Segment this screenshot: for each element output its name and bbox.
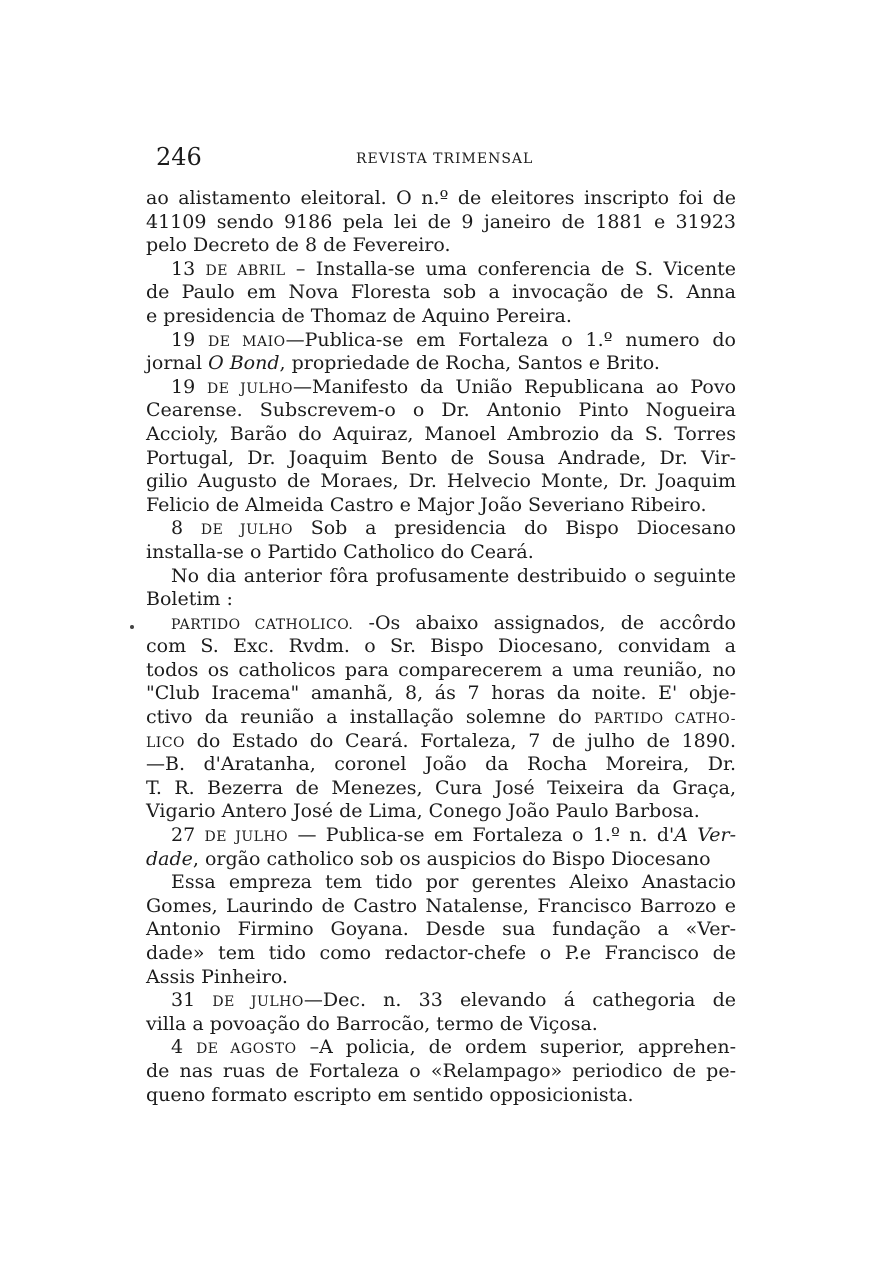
text-segment: , orgão catholico sob os auspicios do Bispo Diocesano: [192, 847, 711, 870]
date-label: LICO: [146, 734, 186, 751]
text-segment: — Publica-se em Fortaleza o 1.º n. d': [288, 824, 675, 847]
italic-title: O Bond: [208, 352, 280, 375]
text-line: [146, 966, 736, 990]
date-label: DE AGOSTO: [196, 1041, 297, 1058]
date-label: DE JULHO: [212, 994, 304, 1011]
text-segment: —Publica-se em Fortaleza o 1.º numero do: [285, 328, 736, 351]
text-line: [146, 588, 736, 612]
date-label: PARTIDO CATHO-: [593, 711, 736, 728]
text-line: [146, 447, 736, 471]
text-segment: Antonio Firmino Goyana. Desde sua fundação a «Ver-: [146, 918, 736, 941]
text-segment: -Os abaixo assignados, de accôrdo: [353, 611, 736, 634]
text-segment: Assis Pinheiro.: [146, 965, 288, 988]
text-line: [146, 234, 736, 258]
text-line: [146, 423, 736, 447]
text-segment: "Club Iracema" amanhã, 8, ás 7 horas da noite. E' obje-: [146, 682, 736, 705]
text-segment: Vigario Antero José de Lima, Conego João Paulo Barbosa.: [146, 800, 700, 823]
text-line: [146, 211, 736, 235]
text-segment: —B. d'Aratanha, coronel João da Rocha Moreira, Dr.: [146, 753, 736, 776]
text-line: [146, 352, 736, 376]
text-segment: Portugal, Dr. Joaquim Bento de Sousa Andrade, Dr. Vir-: [146, 446, 736, 469]
text-line: [146, 918, 736, 942]
text-line: [146, 258, 736, 282]
page-header: [156, 143, 736, 173]
text-segment: , propriedade de Rocha, Santos e Brito.: [279, 352, 660, 375]
text-line: [146, 329, 736, 353]
text-line: [146, 1084, 736, 1108]
text-segment: de Paulo em Nova Floresta sob a invocação de S. Anna: [146, 281, 736, 304]
text-segment: 19: [171, 328, 208, 351]
text-segment: T. R. Bezerra de Menezes, Cura José Teixeira da Graça,: [146, 776, 736, 799]
text-segment: Cearense. Subscrevem-o o Dr. Antonio Pinto Nogueira: [146, 399, 736, 422]
text-segment: 8: [171, 517, 201, 540]
text-line: [146, 541, 736, 565]
text-segment: e presidencia de Thomaz de Aquino Pereira.: [146, 304, 572, 327]
text-segment: installa-se o Partido Catholico do Ceará.: [146, 540, 534, 563]
text-line: [146, 470, 736, 494]
text-line: [146, 682, 736, 706]
text-segment: – Installa-se uma conferencia de S. Vicente: [285, 257, 736, 280]
text-line: [146, 942, 736, 966]
text-segment: Boletim :: [146, 588, 233, 611]
text-segment: pelo Decreto de 8 de Fevereiro.: [146, 234, 451, 257]
text-segment: –A policia, de ordem superior, apprehen-: [296, 1036, 737, 1059]
text-segment: todos os catholicos para comparecerem a uma reunião, no: [146, 658, 736, 681]
italic-title: dade: [146, 847, 193, 870]
text-segment: Accioly, Barão do Aquiraz, Manoel Ambrozio da S. Torres: [146, 422, 736, 445]
text-line: [146, 706, 736, 730]
text-segment: —Manifesto da União Republicana ao Povo: [293, 375, 737, 398]
text-line: [146, 753, 736, 777]
italic-title: A Ver-: [674, 824, 737, 847]
text-line: [146, 1013, 736, 1037]
text-line: [146, 800, 736, 824]
date-label: DE JULHO: [200, 522, 293, 539]
text-line: [146, 730, 736, 754]
text-segment: 19: [171, 375, 207, 398]
text-segment: —Dec. n. 33 elevando á cathegoria de: [303, 989, 736, 1012]
text-line: [146, 565, 736, 589]
text-segment: 4: [171, 1036, 197, 1059]
text-segment: No dia anterior fôra profusamente destribuido o seguinte: [171, 564, 736, 587]
text-line: [146, 281, 736, 305]
text-line: [146, 848, 736, 872]
text-line: [146, 517, 736, 541]
text-segment: villa a povoação do Barrocão, termo de Viçosa.: [146, 1012, 598, 1035]
text-segment: de nas ruas de Fortaleza o «Relampago» periodico de pe-: [146, 1059, 736, 1082]
text-line: [146, 305, 736, 329]
text-segment: 31: [171, 989, 213, 1012]
text-segment: dade» tem tido como redactor-chefe o P.e Francisco de: [146, 942, 736, 964]
text-segment: Gomes, Laurindo de Castro Natalense, Francisco Barrozo e: [146, 894, 736, 917]
text-line: [146, 494, 736, 518]
text-line: [146, 1060, 736, 1084]
text-segment: 13: [171, 257, 206, 280]
text-segment: jornal: [146, 352, 209, 375]
text-line: [146, 895, 736, 919]
text-line: [146, 824, 736, 848]
text-segment: Felicio de Almeida Castro e Major João Severiano Ribeiro.: [146, 493, 707, 516]
text-segment: gilio Augusto de Moraes, Dr. Helvecio Monte, Dr. Joaquim: [146, 470, 736, 493]
text-line: [146, 989, 736, 1013]
text-segment: 27: [171, 824, 205, 847]
text-segment: Sob a presidencia do Bispo Diocesano: [292, 517, 736, 540]
date-label: DE ABRIL: [205, 262, 286, 279]
text-line: [146, 659, 736, 683]
stray-mark: [130, 625, 134, 629]
text-line: [146, 376, 736, 400]
text-segment: queno formato escripto em sentido opposicionista.: [146, 1083, 634, 1106]
text-segment: Essa empreza tem tido por gerentes Aleixo Anastacio: [171, 871, 736, 894]
text-segment: 41109 sendo 9186 pela lei de 9 janeiro de 1881 e 31923: [146, 210, 736, 233]
date-label: DE JULHO: [204, 829, 289, 846]
text-line: [146, 871, 736, 895]
text-line: [146, 187, 736, 211]
text-line: [146, 1036, 736, 1060]
date-label: DE JULHO: [206, 380, 294, 397]
page-number: 246: [156, 143, 202, 171]
date-label: PARTIDO CATHOLICO.: [171, 616, 354, 633]
text-segment: do Estado do Ceará. Fortaleza, 7 de julho de 1890.: [185, 729, 736, 752]
text-segment: com S. Exc. Rvdm. o Sr. Bispo Diocesano, convidam a: [146, 635, 736, 658]
text-line: [146, 635, 736, 659]
text-segment: ao alistamento eleitoral. O n.º de eleitores inscripto foi de: [146, 187, 736, 209]
text-line: [146, 777, 736, 801]
text-line: [146, 399, 736, 423]
running-head: REVISTA TRIMENSAL: [356, 151, 534, 167]
text-segment: ctivo da reunião a installação solemne do: [146, 706, 594, 729]
date-label: DE MAIO: [207, 333, 286, 350]
body-text: [146, 187, 736, 1107]
text-line: [146, 612, 736, 636]
